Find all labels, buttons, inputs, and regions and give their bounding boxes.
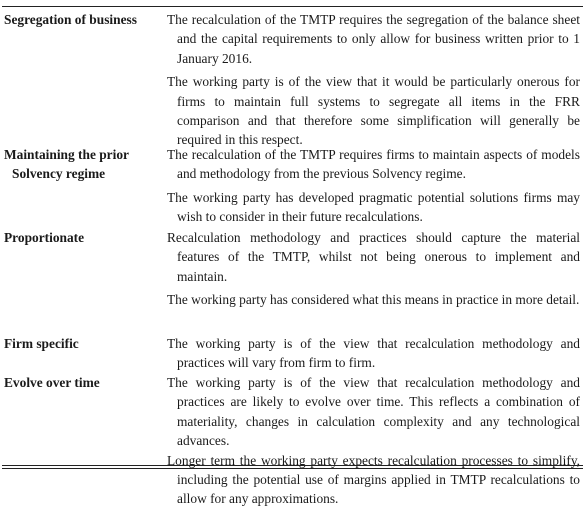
paragraph: The working party has developed pragmatic potential solutions firms may wish to consider in their future recalculations. — [167, 189, 580, 225]
row-label — [4, 145, 164, 184]
paragraph: The working party is of the view that recalculation methodology and practices are likely to evolve over time. This reflects a combination of materiality, changes in calculation complexity and any technological advances. — [167, 375, 580, 449]
table-bottom-rule-double — [2, 468, 583, 469]
row-description — [167, 373, 580, 509]
row-description — [167, 145, 580, 227]
row-label: Segregation of business — [4, 12, 137, 27]
row-label: Evolve over time — [4, 375, 100, 390]
paragraph: The recalculation of the TMTP requires firms to maintain aspects of models and methodology from the previous Solvency regime. — [167, 147, 580, 182]
row-label: Firm specific — [4, 336, 79, 351]
paragraph: The working party has considered what this means in practice in more detail. — [167, 292, 580, 308]
table-bottom-rule — [2, 465, 583, 466]
row-label-line-1: Maintaining the prior — [4, 147, 129, 162]
paragraph: The recalculation of the TMTP requires the segregation of the balance sheet and the capital requirements to only allow for business written prior to 1 January 2016. — [167, 12, 580, 66]
paragraph: Longer term the working party expects recalculation processes to simplify, including the potential use of margins applied in TMTP recalculations to allow for any approximations. — [167, 452, 580, 507]
paragraph: The working party is of the view that it would be particularly onerous for firms to maintain full systems to segregate all items in the FRR comparison and that therefore some simplification will generally be required in this respect. — [167, 74, 580, 148]
row-label-line-2: Solvency regime — [12, 166, 106, 182]
row-description — [167, 228, 580, 310]
paragraph: Recalculation methodology and practices should capture the material features of the TMTP, whilst not being onerous to implement and maintain. — [167, 230, 580, 284]
row-description — [167, 334, 580, 373]
table-top-rule — [2, 6, 583, 7]
row-description — [167, 10, 580, 150]
paragraph: The working party is of the view that recalculation methodology and practices will vary from firm to firm. — [167, 336, 580, 371]
row-label: Proportionate — [4, 230, 85, 245]
